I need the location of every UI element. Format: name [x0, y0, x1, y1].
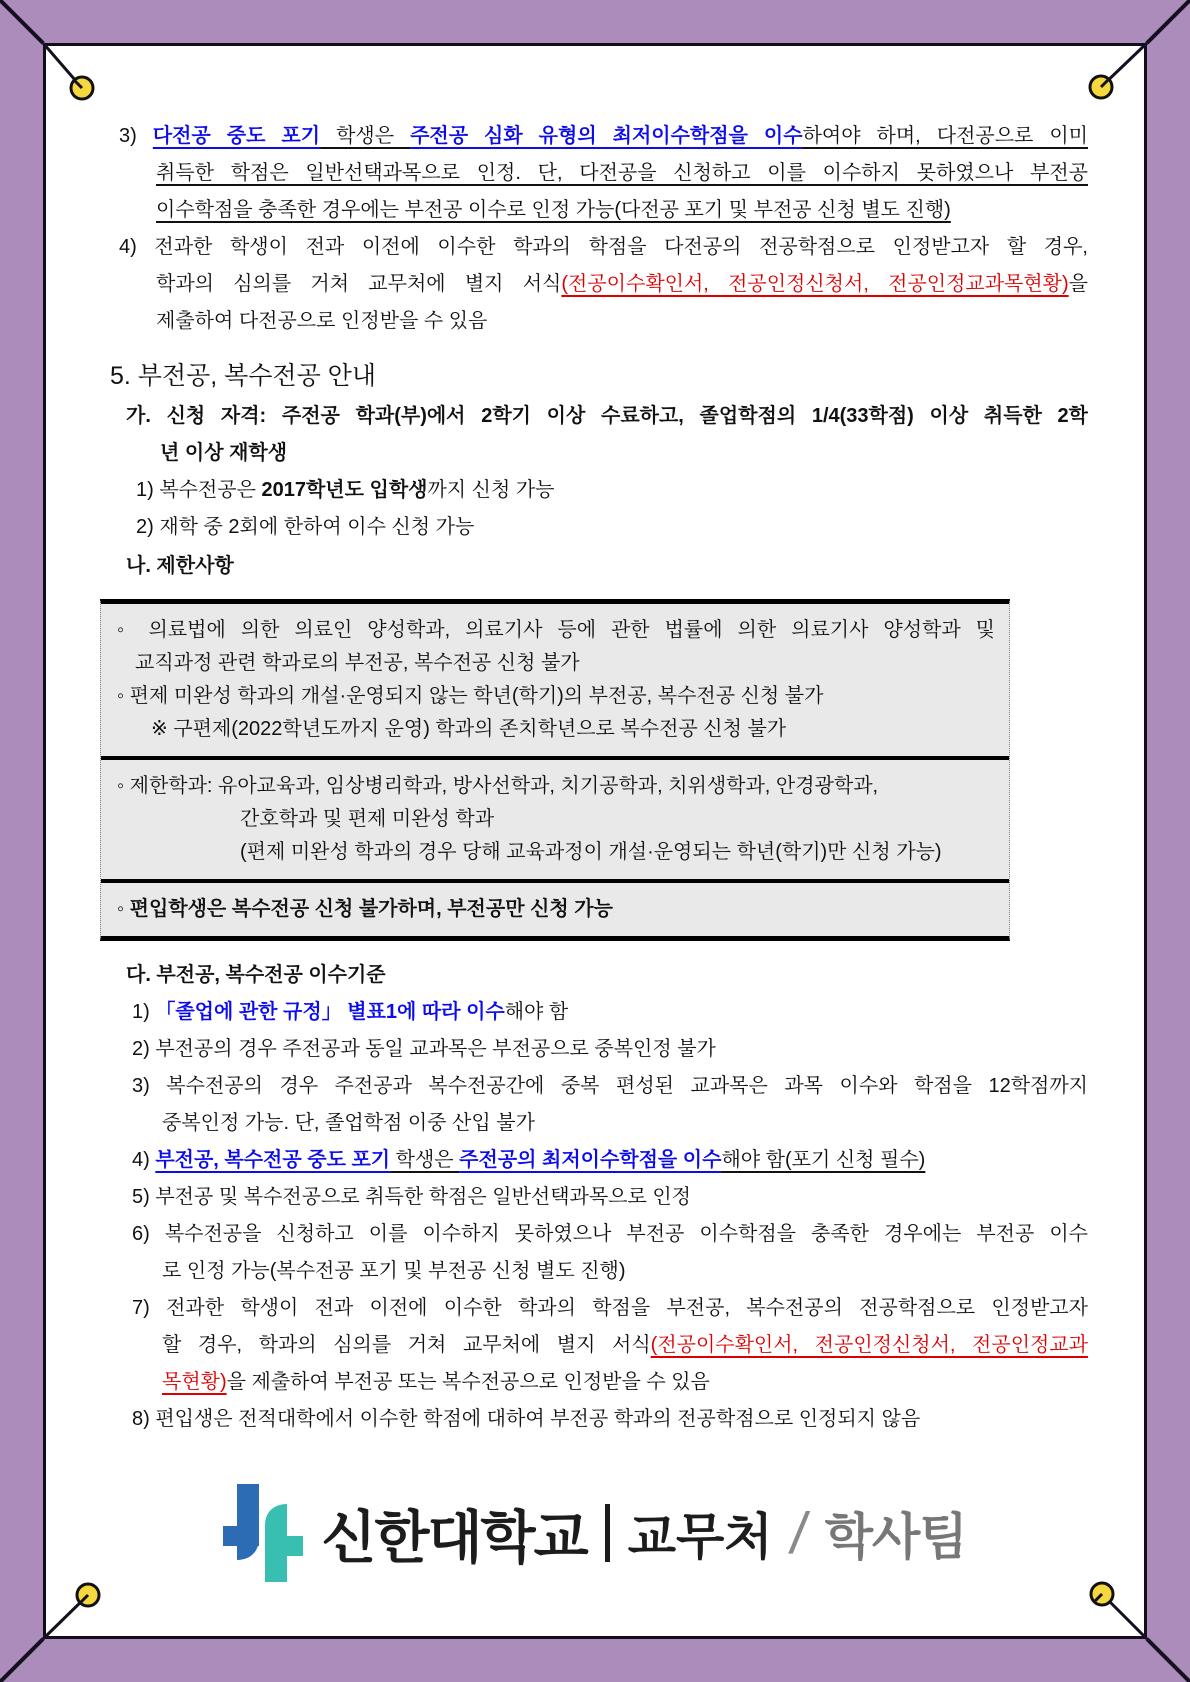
text-line [132, 1327, 1088, 1364]
text-segment: 주전공의 최저이수학점을 이수 [459, 1149, 722, 1171]
text-line [115, 893, 995, 926]
logo-department-name: 교무처 [627, 1509, 773, 1565]
text-line [119, 229, 1088, 266]
text-line [115, 770, 995, 803]
corner-fold-line-bl [0, 1639, 43, 1682]
text-segment: 5) 부전공 및 복수전공으로 취득한 학점은 일반선택과목으로 인정 [132, 1186, 691, 1208]
paragraph [132, 1290, 1088, 1401]
text-line [132, 1142, 1088, 1179]
text-segment: 2017학년도 입학생 [261, 479, 428, 501]
text-line [132, 1401, 1088, 1438]
logo-separator-bar [605, 1504, 610, 1562]
text-segment: 부전공, 복수전공 중도 포기 [155, 1149, 391, 1171]
text-segment: ◦ 편입학생은 복수전공 신청 불가하며, 부전공만 신청 가능 [117, 898, 613, 920]
text-line [136, 472, 1088, 509]
restriction-box-section [101, 879, 1009, 936]
logo-team-name: 학사팀 [824, 1509, 967, 1565]
text-line [119, 118, 1088, 155]
footer-logo [46, 1483, 1144, 1583]
text-segment: (전공이수확인서, 전공인정신청서, 전공인정교과 [650, 1334, 1088, 1356]
text-segment: 다전공 중도 포기 [152, 125, 321, 147]
notice-page [43, 43, 1147, 1639]
text-segment: 2) 재학 중 2회에 한하여 이수 신청 가능 [136, 516, 475, 538]
text-segment: 4) 전과한 학생이 전과 이전에 이수한 학과의 학점을 다전공의 전공학점으로 인정받고자 할 경우, [119, 236, 1088, 258]
text-segment: 3) 복수전공의 경우 주전공과 복수전공간에 중복 편성된 교과목은 과목 이수와 학점을 12학점까지 [132, 1075, 1088, 1097]
text-segment: (편제 미완성 학과의 경우 당해 교육과정이 개설·운영되는 학년(학기)만 신청 가능) [240, 841, 942, 863]
corner-fold-line-br [1147, 1639, 1190, 1682]
paragraph [132, 1179, 1088, 1216]
text-segment: 하여야 하며, 다전공으로 이미 [802, 125, 1088, 147]
text-line [132, 1290, 1088, 1327]
text-segment: 까지 신청 가능 [427, 479, 555, 501]
text-line [126, 398, 1088, 435]
text-line [132, 1253, 1088, 1290]
document-body [46, 46, 1144, 1438]
text-segment: ◦ 편제 미완성 학과의 개설·운영되지 않는 학년(학기)의 부전공, 복수전공 신청 불가 [117, 685, 824, 707]
text-segment: 목현황) [162, 1371, 227, 1393]
text-line [119, 266, 1088, 303]
text-line [110, 356, 1088, 396]
paragraph [126, 548, 1088, 585]
text-line [132, 1216, 1088, 1253]
paragraph [136, 509, 1088, 546]
text-segment: 을 제출하여 부전공 또는 복수전공으로 인정받을 수 있음 [226, 1371, 710, 1393]
text-segment: 6) 복수전공을 신청하고 이를 이수하지 못하였으나 부전공 이수학점을 충족한 경우에는 부전공 이수 [132, 1223, 1088, 1245]
text-segment: 1) [132, 1001, 156, 1023]
text-line [115, 614, 995, 647]
text-segment: ※ 구편제(2022학년도까지 운영) 학과의 존치학년으로 복수전공 신청 불가 [151, 718, 787, 740]
text-line [126, 957, 1088, 994]
text-segment: 간호학과 및 편제 미완성 학과 [240, 808, 495, 830]
text-segment: 학생은 [390, 1149, 460, 1171]
text-line [132, 1364, 1088, 1401]
text-segment: 5. 부전공, 복수전공 안내 [110, 362, 376, 390]
paragraph [132, 1031, 1088, 1068]
text-segment: 학과의 심의를 거쳐 교무처에 별지 서식 [156, 273, 562, 295]
text-segment: 7) 전과한 학생이 전과 이전에 이수한 학과의 학점을 부전공, 복수전공의 전공학점으로 인정받고자 [132, 1297, 1088, 1319]
text-line [132, 1068, 1088, 1105]
text-segment: 해야 함 [504, 1001, 569, 1023]
text-line [115, 836, 995, 869]
text-line [115, 680, 995, 713]
text-line [132, 1179, 1088, 1216]
text-line [132, 994, 1088, 1031]
text-segment: ◦ 제한학과: 유아교육과, 임상병리학과, 방사선학과, 치기공학과, 치위생학과, 안경광학과, [117, 775, 879, 797]
text-segment: 1) 복수전공은 [136, 479, 262, 501]
text-line [126, 435, 1088, 472]
text-segment: 취득한 학점은 일반선택과목으로 인정. 단, 다전공을 신청하고 이를 이수하지 못하였으나 부전공 [156, 162, 1088, 184]
corner-fold-line-tr [1147, 0, 1190, 43]
text-segment: 주전공 심화 유형의 최저이수학점을 이수 [410, 125, 803, 147]
text-segment: 로 인정 가능(복수전공 포기 및 부전공 신청 별도 진행) [162, 1260, 626, 1282]
paragraph [132, 1216, 1088, 1290]
text-line [115, 803, 995, 836]
text-segment: 년 이상 재학생 [160, 442, 288, 464]
logo-slash: / [786, 1500, 812, 1566]
text-segment: 2) 부전공의 경우 주전공과 동일 교과목은 부전공으로 중복인정 불가 [132, 1038, 716, 1060]
text-line [119, 155, 1088, 192]
paragraph [132, 1142, 1088, 1179]
text-segment: 가. 신청 자격: 주전공 학과(부)에서 2학기 이상 수료하고, 졸업학점의 1/4(33학점) 이상 취득한 2학 [126, 405, 1088, 427]
text-segment: 제출하여 다전공으로 인정받을 수 있음 [156, 310, 488, 332]
text-segment: 학생은 [320, 125, 411, 147]
text-segment: 이수학점을 충족한 경우에는 부전공 이수로 인정 가능(다전공 포기 및 부전공 신청 별도 진행) [156, 199, 951, 221]
restriction-box-section [101, 756, 1009, 879]
paragraph [126, 398, 1088, 472]
text-segment: 3) [119, 125, 153, 147]
corner-fold-line-tl [0, 0, 43, 43]
text-segment: 할 경우, 학과의 심의를 거쳐 교무처에 별지 서식 [162, 1334, 651, 1356]
text-segment: ◦ 의료법에 의한 의료인 양성학과, 의료기사 등에 관한 법률에 의한 의료기사 양성학과 및 [117, 619, 995, 641]
text-segment: 교직과정 관련 학과로의 부전공, 복수전공 신청 불가 [135, 652, 580, 674]
text-segment: 8) 편입생은 전적대학에서 이수한 학점에 대하여 부전공 학과의 전공학점으로 인정되지 않음 [132, 1408, 921, 1430]
paragraph [132, 994, 1088, 1031]
text-line [136, 509, 1088, 546]
text-segment: 을 [1068, 273, 1088, 295]
text-line [132, 1031, 1088, 1068]
paragraph [126, 957, 1088, 994]
text-line [126, 548, 1088, 585]
text-line [115, 713, 995, 746]
text-line [119, 303, 1088, 340]
paragraph [119, 229, 1088, 340]
section-title [110, 356, 1088, 396]
logo-university-name: 신한대학교 [321, 1506, 587, 1570]
restriction-box [100, 599, 1010, 941]
paragraph [132, 1401, 1088, 1438]
paragraph [119, 118, 1088, 229]
text-segment: 해야 함(포기 신청 필수) [721, 1149, 926, 1171]
text-line [132, 1105, 1088, 1142]
paragraph [132, 1068, 1088, 1142]
paragraph [136, 472, 1088, 509]
shinhan-logo-icon [223, 1484, 303, 1582]
text-segment: 4) [132, 1149, 156, 1171]
text-segment: 나. 제한사항 [126, 555, 234, 577]
text-line [119, 192, 1088, 229]
text-segment: 「졸업에 관한 규정」 별표1에 따라 이수 [155, 1001, 505, 1023]
text-line [115, 647, 995, 680]
restriction-box-section [101, 604, 1009, 756]
text-segment: 중복인정 가능. 단, 졸업학점 이중 산입 불가 [162, 1112, 535, 1134]
text-segment: (전공이수확인서, 전공인정신청서, 전공인정교과목현황) [561, 273, 1069, 295]
text-segment: 다. 부전공, 복수전공 이수기준 [126, 964, 386, 986]
